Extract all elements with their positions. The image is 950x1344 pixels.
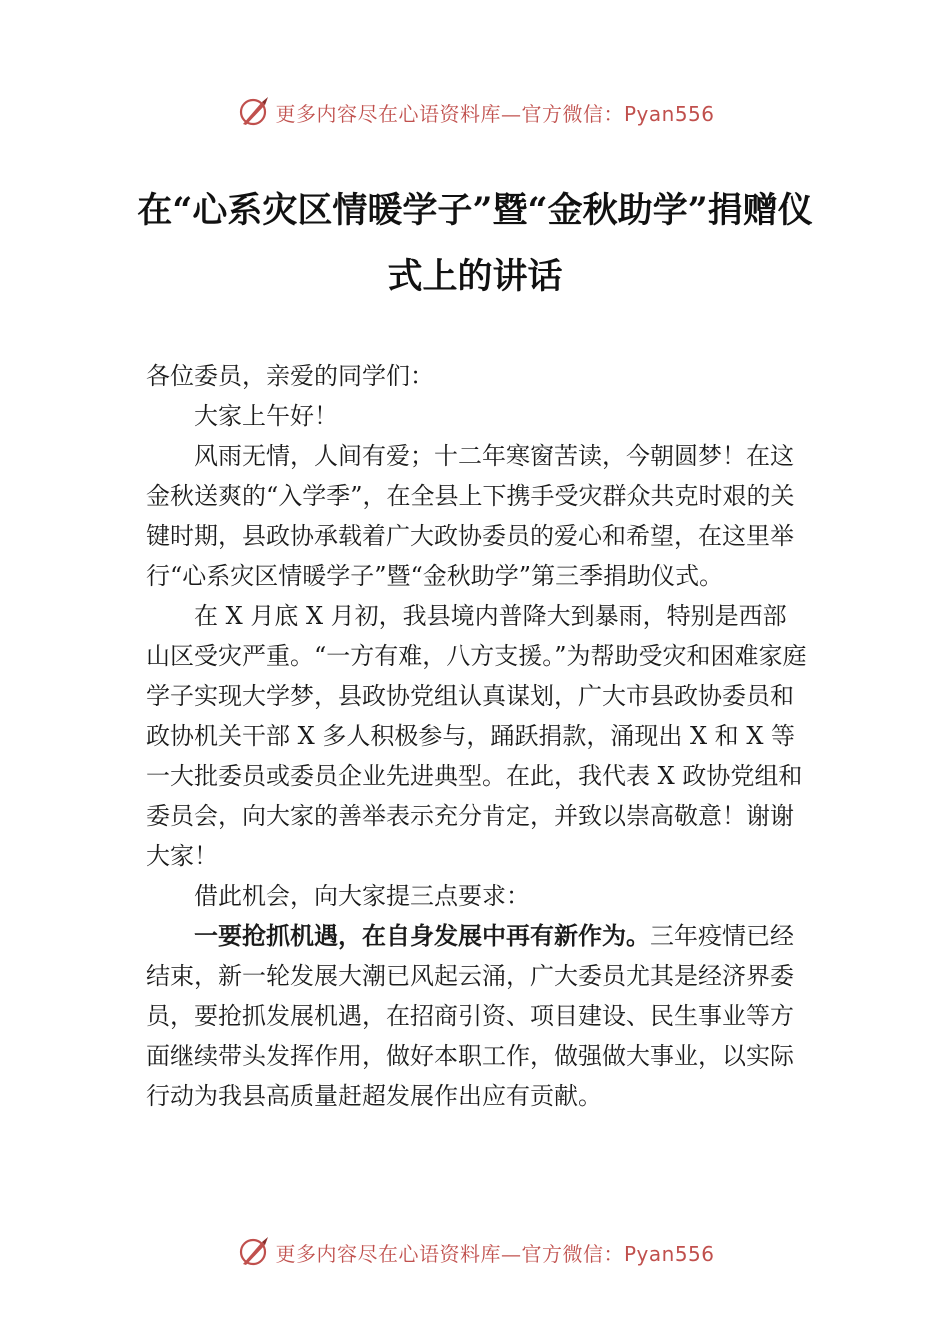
paragraph-4-body: 三年疫情已经结束，新一轮发展大潮已风起云涌，广大委员尤其是经济界委员，要抢抓发展机遇，在招商引资、项目建设、民生事业等方面继续带头发挥作用，做好本职工作，做强做大事业，以实际行动为我县高质量赶超发展作出应有贡献。 xyxy=(146,922,794,1110)
watermark-header xyxy=(0,92,950,132)
watermark-text: 更多内容尽在心语资料库—官方微信：Pyan556 xyxy=(275,101,715,126)
document-body xyxy=(146,356,810,1116)
watermark-text: 更多内容尽在心语资料库—官方微信：Pyan556 xyxy=(275,1241,715,1266)
greeting: 大家上午好！ xyxy=(194,402,338,430)
quill-logo-icon xyxy=(235,94,271,130)
paragraph-4 xyxy=(146,916,810,1116)
salutation: 各位委员，亲爱的同学们： xyxy=(146,362,434,390)
paragraph-3: 借此机会，向大家提三点要求： xyxy=(194,882,530,910)
paragraph-4-heading: 一要抢抓机遇，在自身发展中再有新作为。 xyxy=(194,922,650,950)
paragraph-1: 风雨无情，人间有爱；十二年寒窗苦读，今朝圆梦！在这金秋送爽的“入学季”，在全县上下携手受灾群众共克时艰的关键时期，县政协承载着广大政协委员的爱心和希望，在这里举行“心系灾区情暖学子”暨“金秋助学”第三季捐助仪式。 xyxy=(146,442,795,590)
quill-logo-icon xyxy=(235,1234,271,1270)
watermark-footer xyxy=(0,1232,950,1272)
document-title: 在“心系灾区情暖学子”暨“金秋助学”捐赠仪式上的讲话 xyxy=(137,190,813,297)
paragraph-2: 在 X 月底 X 月初，我县境内普降大到暴雨，特别是西部山区受灾严重。“一方有难，八方支援。”为帮助受灾和困难家庭学子实现大学梦，县政协党组认真谋划，广大市县政协委员和政协机关干部 X 多人积极参与，踊跃捐款，涌现出 X 和 X 等一大批委员或委员企业先进典型。在此，我代表 X 政协党组和委员会，向大家的善举表示充分肯定，并致以崇高敬意！谢谢大家！ xyxy=(146,602,807,870)
